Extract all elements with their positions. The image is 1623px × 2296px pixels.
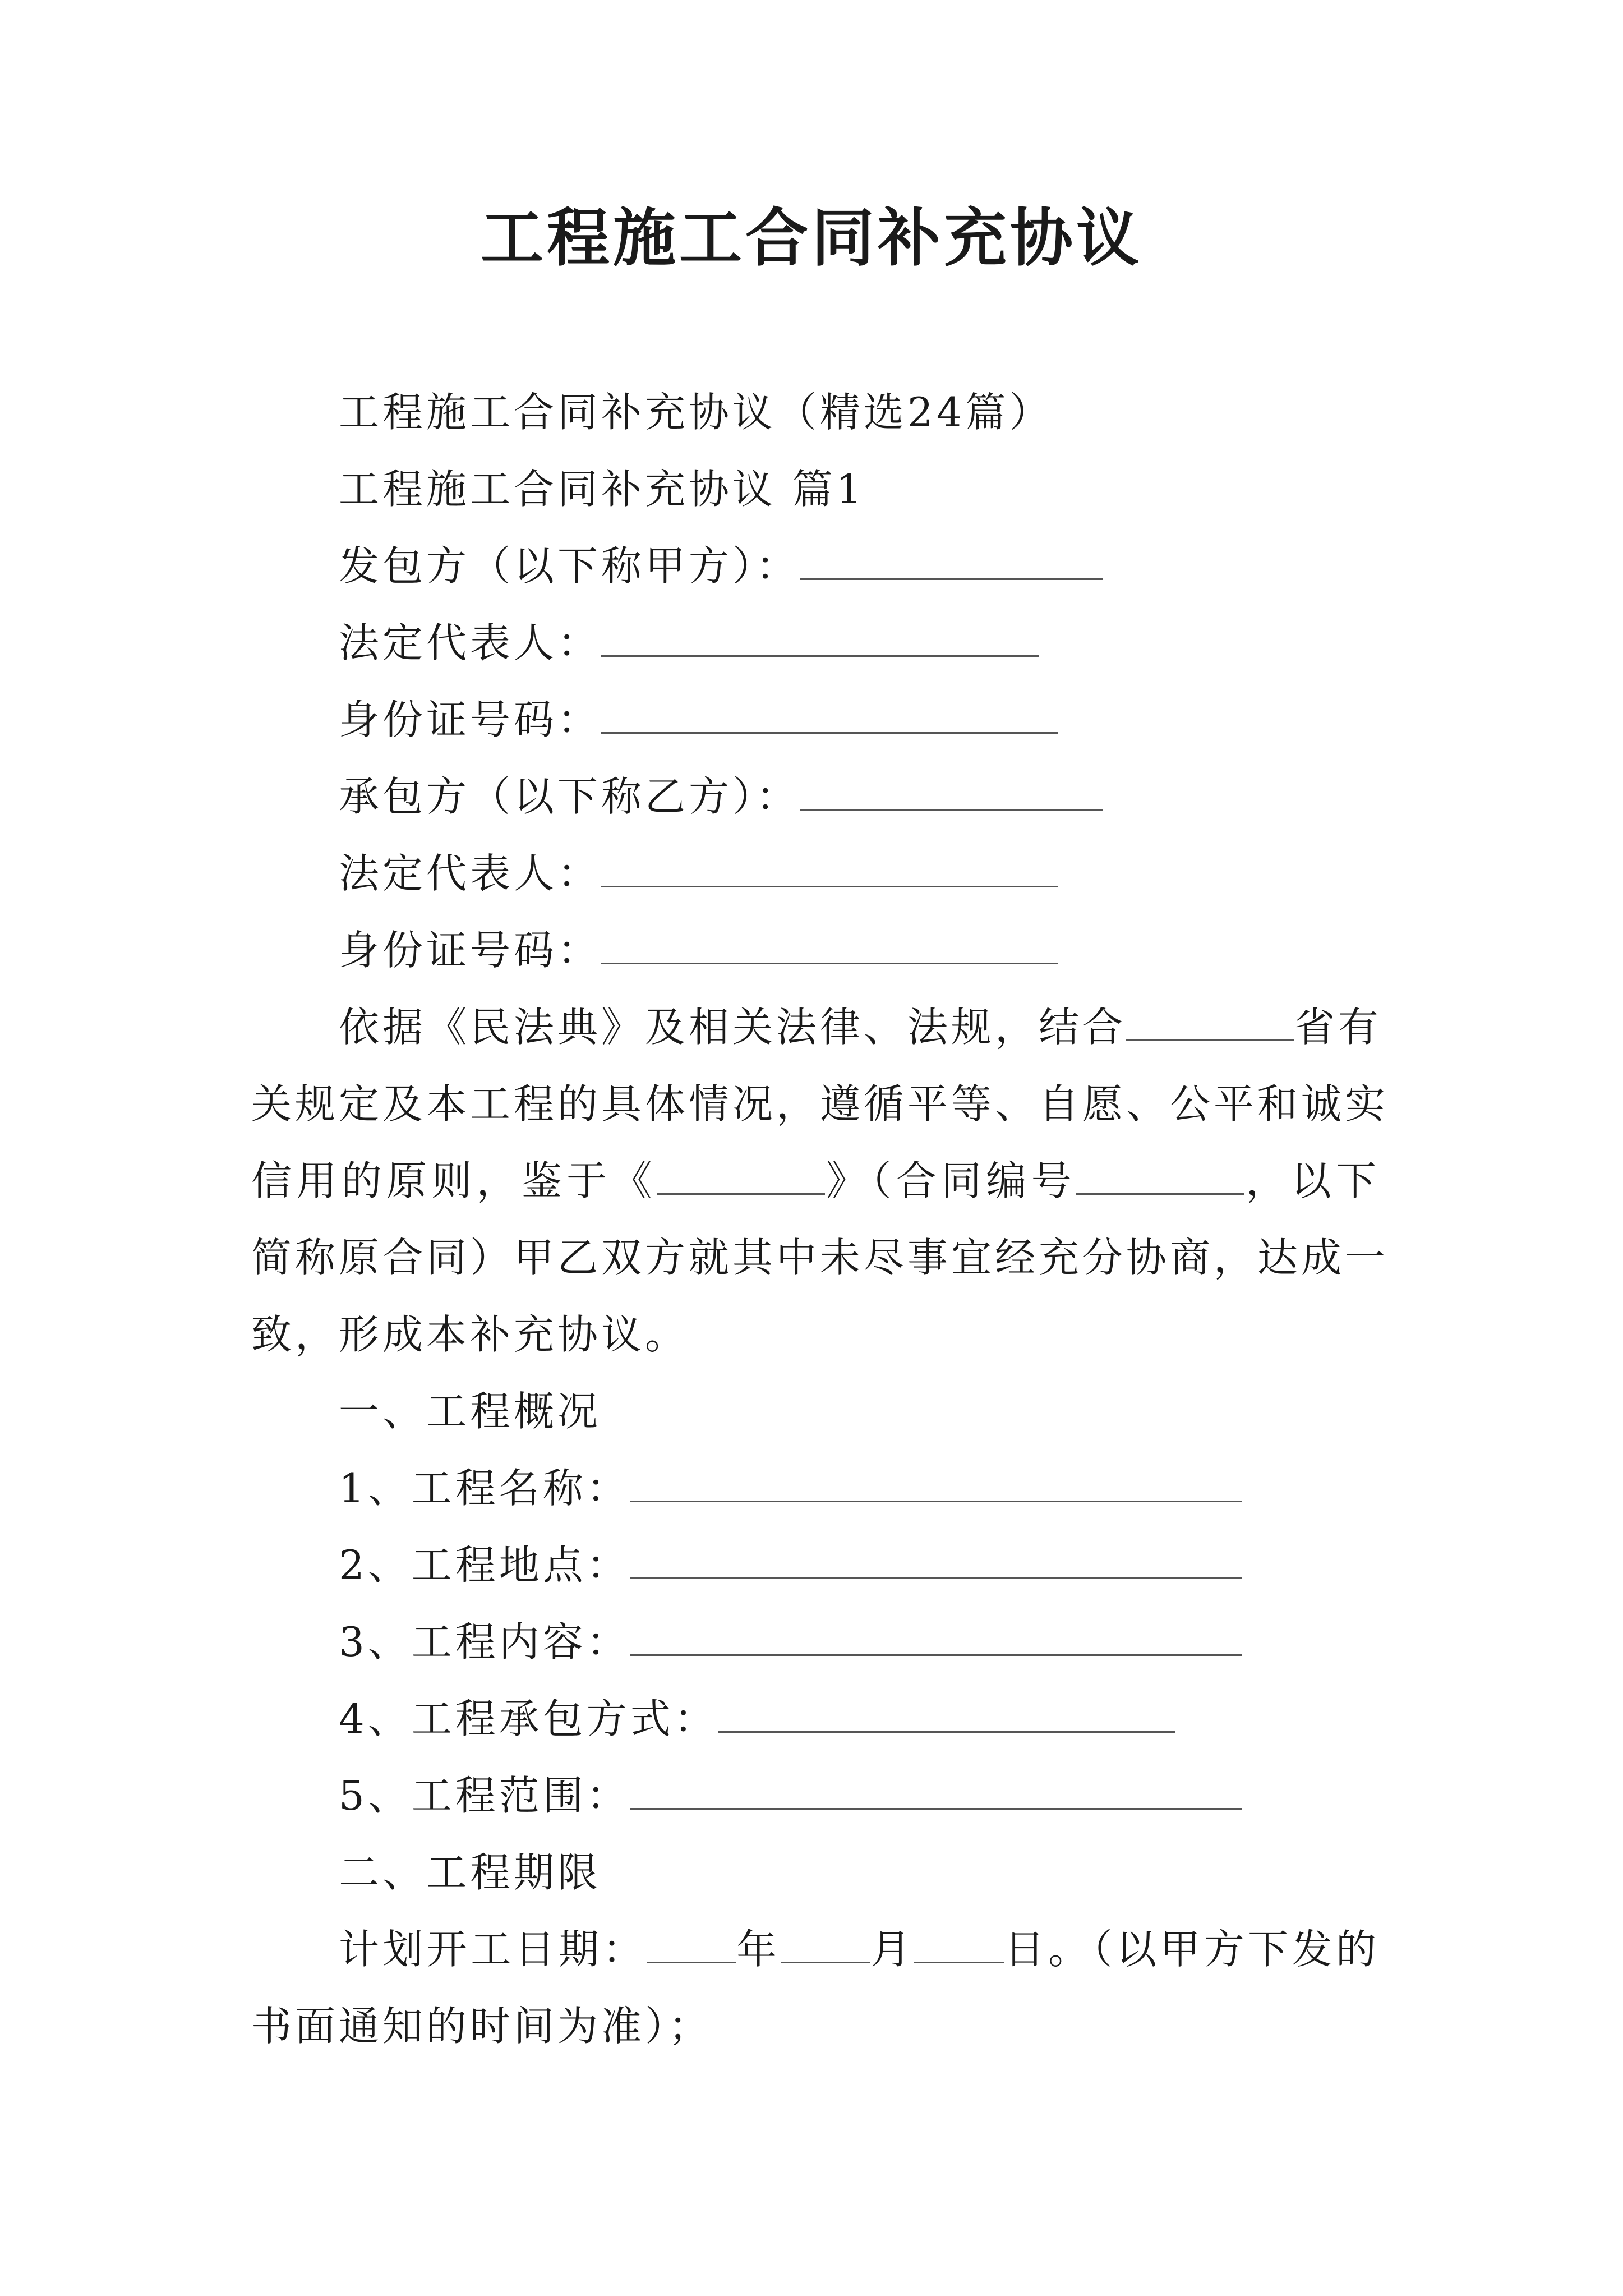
party-b-label: 承包方（以下称乙方）：: [339, 773, 800, 820]
month-blank: [781, 1927, 870, 1963]
subtitle: 工程施工合同补充协议（精选24篇）: [339, 389, 1053, 436]
party-a-id-line: [339, 692, 1058, 748]
project-content-line: [339, 1614, 1242, 1670]
preamble-text: ，以下: [1244, 1157, 1380, 1204]
preamble-text: 信用的原则，鉴于《: [251, 1157, 657, 1204]
project-location-line: [339, 1537, 1242, 1593]
year-blank: [647, 1927, 736, 1963]
section-2-heading: 二、工程期限: [339, 1849, 602, 1896]
contract-name-blank: [657, 1158, 825, 1195]
start-date-line-2: 书面通知的时间为准）；: [251, 2003, 713, 2050]
contract-number-blank: [1076, 1158, 1244, 1195]
party-a-rep-blank: [601, 620, 1039, 657]
project-location-label: 2、工程地点：: [339, 1542, 630, 1589]
start-date-label: 计划开工日期：: [339, 1926, 647, 1973]
project-location-blank: [630, 1543, 1242, 1579]
month-label: 月: [870, 1926, 915, 1973]
section-heading: 工程施工合同补充协议 篇1: [339, 466, 865, 513]
contract-method-label: 4、工程承包方式：: [339, 1695, 718, 1742]
day-label: 日。（以甲方下发的: [1004, 1926, 1380, 1973]
document-title: 工程施工合同补充协议: [481, 201, 1142, 275]
party-a-line: [339, 538, 1103, 594]
party-a-rep-label: 法定代表人：: [339, 619, 602, 666]
party-b-id-blank: [601, 928, 1058, 964]
province-blank: [1126, 1005, 1294, 1041]
section-1-heading: 一、工程概况: [339, 1388, 602, 1435]
project-content-blank: [630, 1619, 1242, 1656]
party-b-blank: [800, 774, 1103, 811]
party-a-id-blank: [601, 697, 1058, 734]
party-b-rep-label: 法定代表人：: [339, 850, 602, 897]
preamble-line-3: [251, 1153, 1380, 1209]
project-scope-label: 5、工程范围：: [339, 1772, 630, 1819]
contract-method-line: [339, 1691, 1175, 1747]
day-blank: [914, 1927, 1004, 1963]
party-a-rep-line: [339, 615, 1039, 671]
party-b-rep-line: [339, 845, 1058, 901]
party-a-id-label: 身份证号码：: [339, 696, 602, 743]
project-name-blank: [630, 1466, 1242, 1502]
party-b-id-line: [339, 922, 1058, 978]
project-content-label: 3、工程内容：: [339, 1618, 630, 1665]
party-b-rep-blank: [601, 851, 1058, 887]
project-name-label: 1、工程名称：: [339, 1465, 630, 1512]
project-scope-line: [339, 1768, 1242, 1824]
preamble-text: 》（合同编号: [824, 1157, 1077, 1204]
preamble-line-5: 致，形成本补充协议。: [251, 1311, 689, 1358]
party-b-id-label: 身份证号码：: [339, 927, 602, 974]
party-b-line: [339, 769, 1103, 825]
start-date-line: [339, 1921, 1380, 1977]
project-name-line: [339, 1460, 1242, 1516]
party-a-label: 发包方（以下称甲方）：: [339, 542, 800, 590]
year-label: 年: [736, 1926, 781, 1973]
preamble-line-4: 简称原合同）甲乙双方就其中未尽事宜经充分协商，达成一: [251, 1234, 1389, 1281]
project-scope-blank: [630, 1773, 1242, 1810]
preamble-text: 依据《民法典》及相关法律、法规，结合: [339, 1004, 1127, 1051]
party-a-blank: [800, 544, 1103, 580]
preamble-text: 省有: [1294, 1004, 1382, 1051]
preamble-line-2: 关规定及本工程的具体情况，遵循平等、自愿、公平和诚实: [251, 1080, 1389, 1128]
preamble-line-1: [339, 999, 1380, 1055]
contract-method-blank: [718, 1696, 1175, 1733]
